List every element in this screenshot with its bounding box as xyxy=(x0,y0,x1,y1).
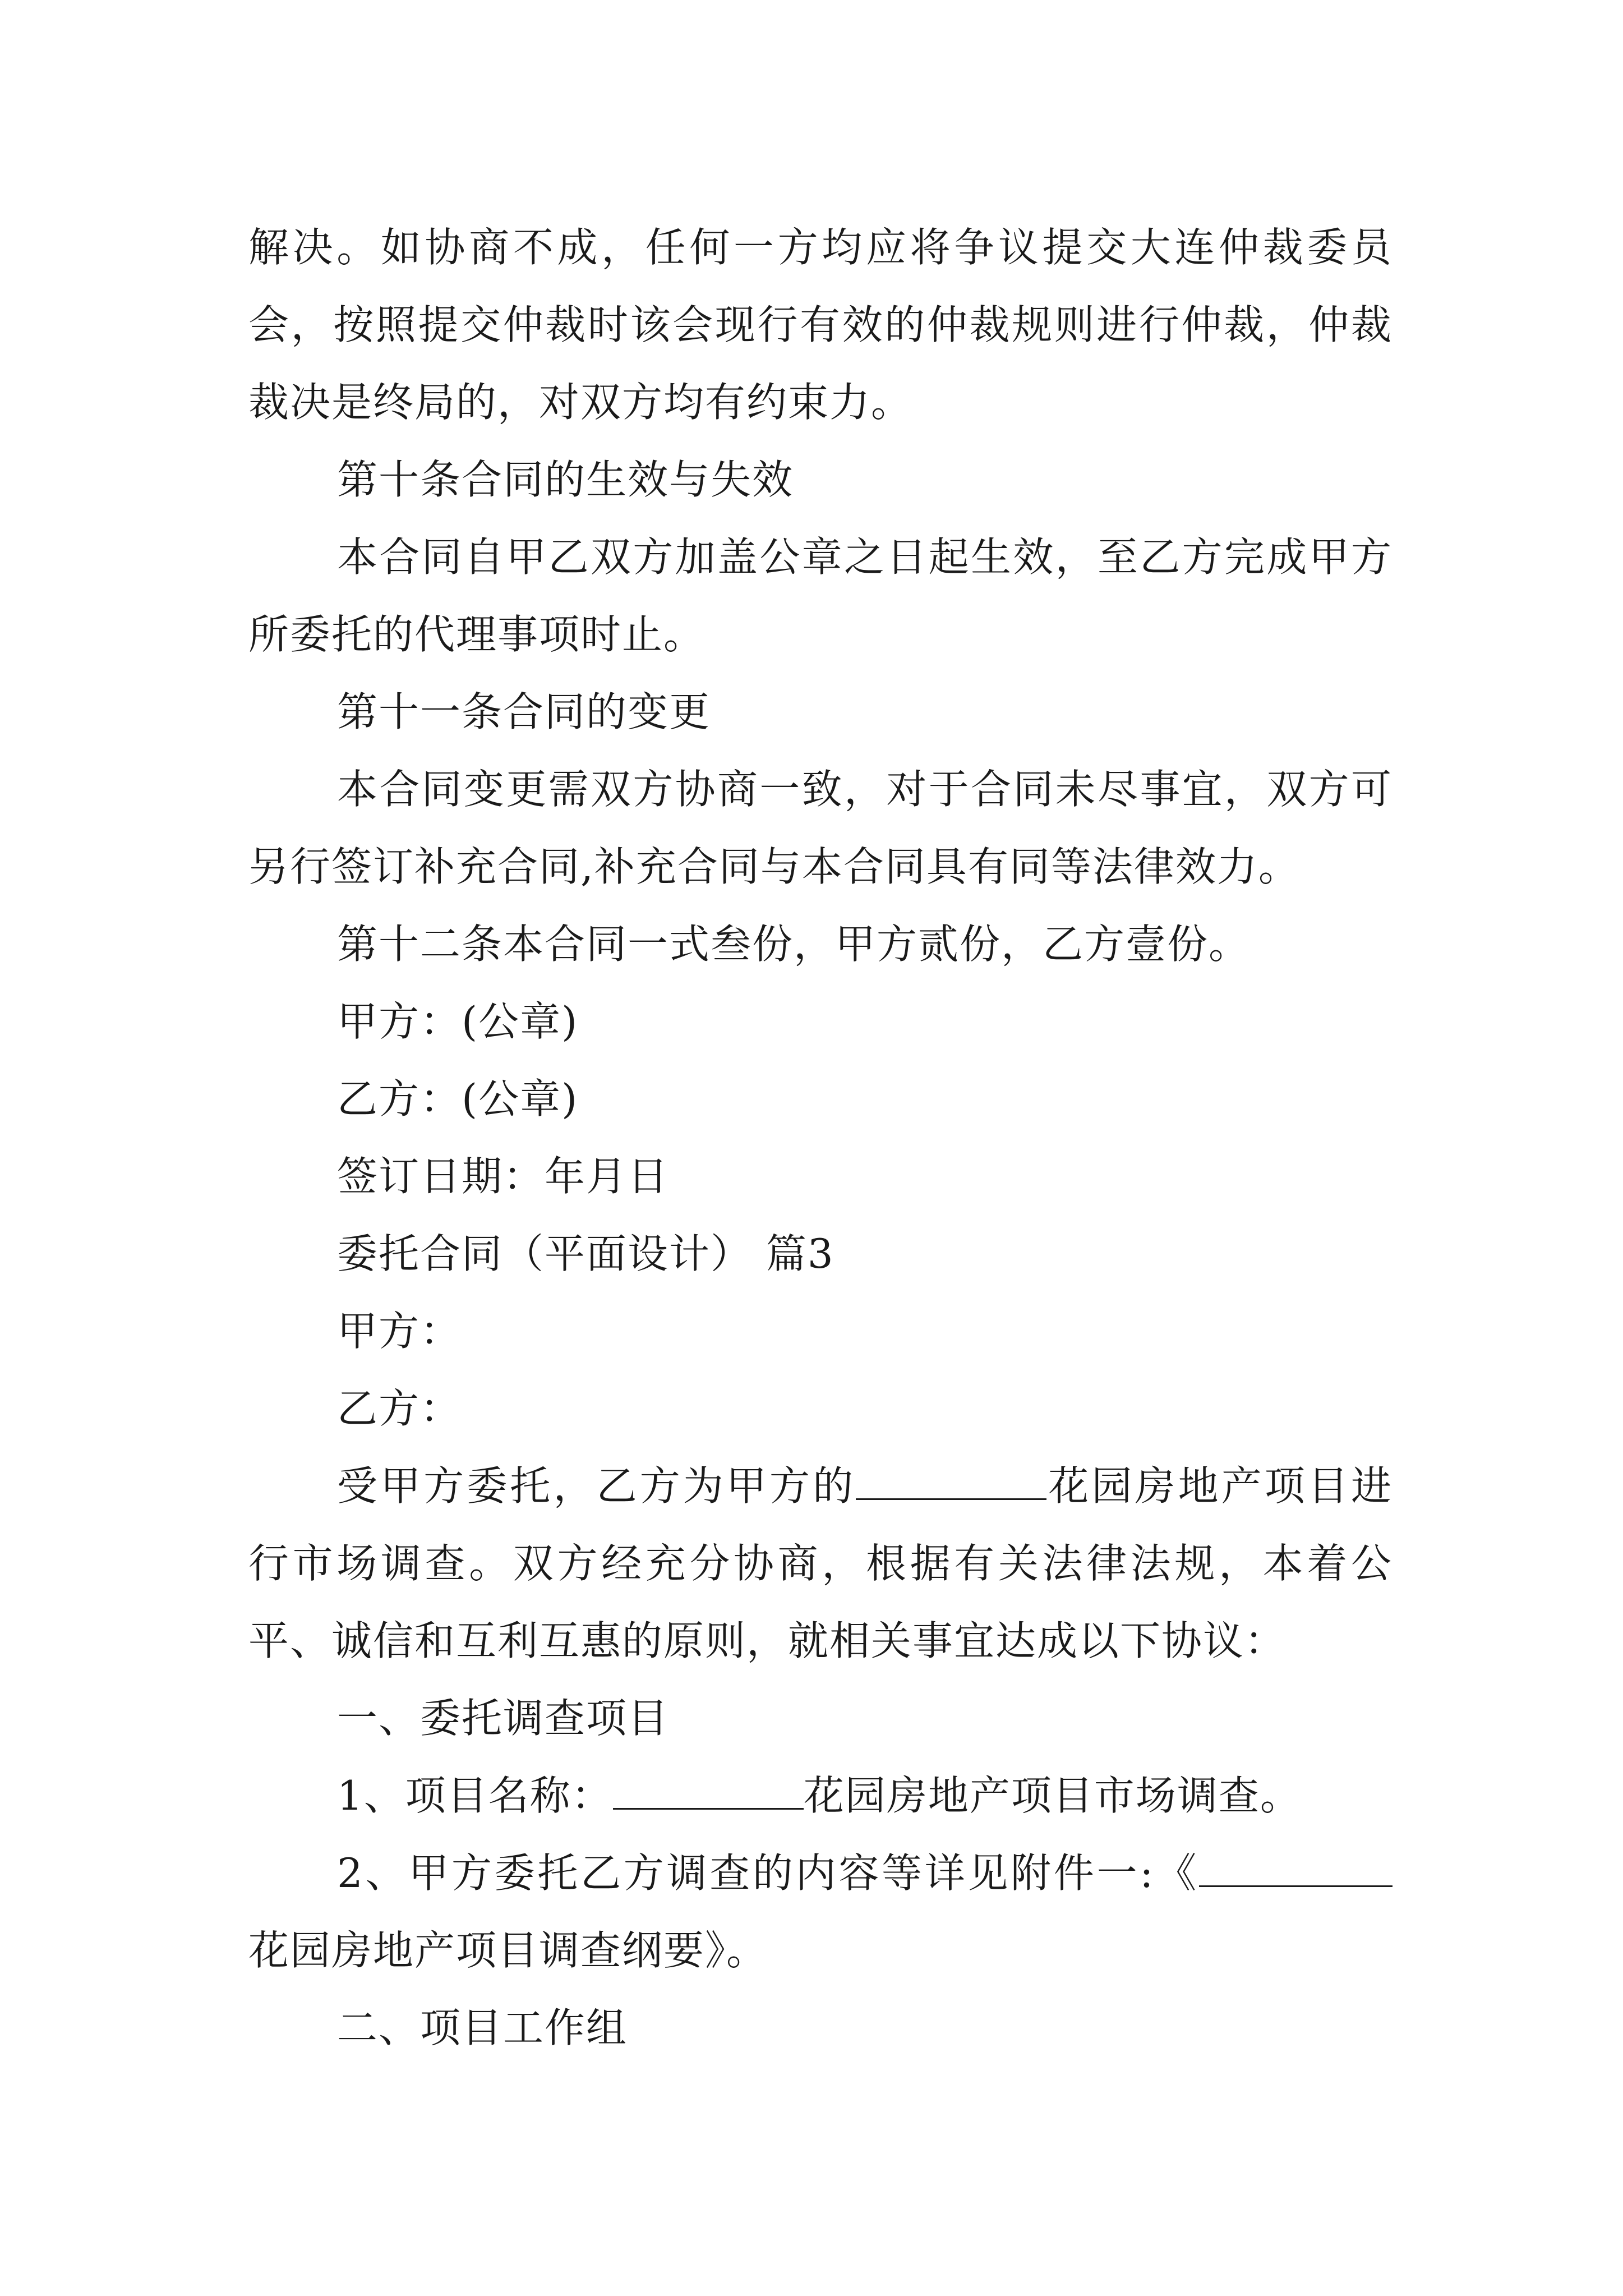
item-2-label: 2、甲方委托乙方调查的内容等详见附件一:《 xyxy=(337,1849,1199,1897)
item-1-suffix: 花园房地产项目市场调查。 xyxy=(803,1772,1302,1819)
preamble-end: 花园房地产项目进行市场调查。双方经充分协商，根据有关法律法规，本着公平、诚信和互利互惠的原则，就相关事宜达成以下协议： xyxy=(248,1462,1393,1664)
item-2-suffix: 花园房地产项目调查纲要》。 xyxy=(248,1927,768,1974)
item-project-name xyxy=(248,1757,1393,1834)
section-title: 委托合同（平面设计） 篇3 xyxy=(337,1230,834,1277)
party-a-label: 甲方： xyxy=(337,1308,462,1355)
party-b-seal: 乙方：(公章) xyxy=(337,1075,579,1122)
item-1-label: 1、项目名称： xyxy=(337,1772,613,1819)
signing-date: 签订日期：年月日 xyxy=(337,1153,670,1200)
preamble-start: 受甲方委托，乙方为甲方的 xyxy=(337,1462,856,1510)
paragraph-preamble xyxy=(248,1447,1393,1680)
heading-section-1: 一、委托调查项目 xyxy=(337,1695,670,1742)
item-survey-content xyxy=(248,1834,1393,1989)
party-b-label: 乙方： xyxy=(337,1385,462,1432)
party-a-seal: 甲方：(公章) xyxy=(337,998,579,1045)
document-body xyxy=(248,209,1393,2067)
blank-item-2 xyxy=(1199,1853,1393,1887)
heading-article-10: 第十条合同的生效与失效 xyxy=(337,456,794,503)
blank-item-1 xyxy=(613,1775,804,1810)
blank-project-name xyxy=(856,1466,1046,1500)
paragraph-article-12: 第十二条本合同一式叁份，甲方贰份，乙方壹份。 xyxy=(337,921,1251,968)
paragraph-amendment: 本合同变更需双方协商一致，对于合同未尽事宜，双方可另行签订补充合同,补充合同与本合同具有同等法律效力。 xyxy=(248,766,1393,890)
paragraph-arbitration: 解决。如协商不成，任何一方均应将争议提交大连仲裁委员会，按照提交仲裁时该会现行有效的仲裁规则进行仲裁，仲裁裁决是终局的，对双方均有约束力。 xyxy=(248,224,1393,426)
heading-section-2: 二、项目工作组 xyxy=(337,2004,628,2051)
paragraph-effectiveness: 本合同自甲乙双方加盖公章之日起生效，至乙方完成甲方所委托的代理事项时止。 xyxy=(248,533,1393,658)
heading-article-11: 第十一条合同的变更 xyxy=(337,688,711,735)
